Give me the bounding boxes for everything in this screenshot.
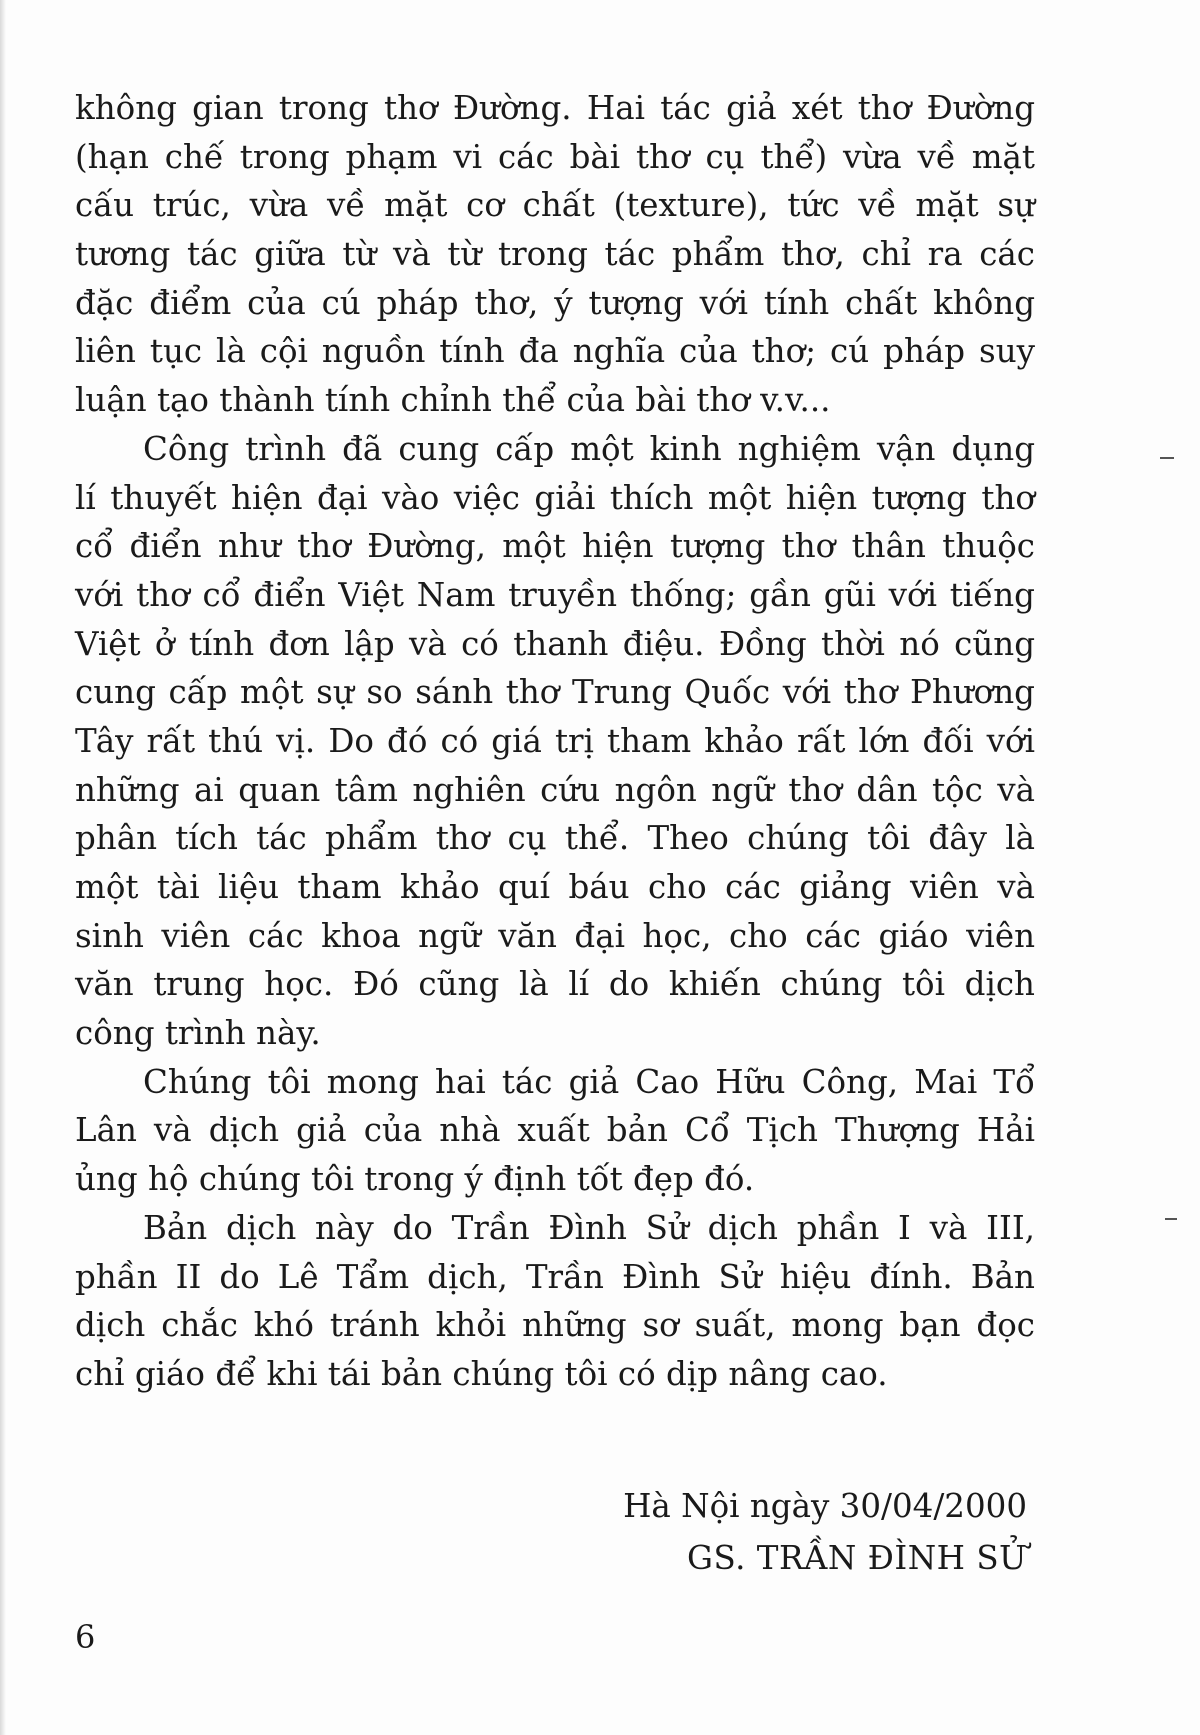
text-line: ủng hộ chúng tôi trong ý định tốt đẹp đó. xyxy=(75,1160,755,1199)
paragraph xyxy=(75,84,1035,425)
text-line: tương tác giữa từ và từ trong tác phẩm thơ, chỉ ra các xyxy=(75,235,1035,274)
text-line: không gian trong thơ Đường. Hai tác giả xét thơ Đường xyxy=(75,89,1035,127)
text-line: với thơ cổ điển Việt Nam truyền thống; gần gũi với tiếng xyxy=(75,575,1035,614)
text-line: Chúng tôi mong hai tác giả Cao Hữu Công, Mai Tổ xyxy=(143,1062,1035,1101)
text-line: Lân và dịch giả của nhà xuất bản Cổ Tịch Thượng Hải xyxy=(75,1111,1035,1150)
page-number: 6 xyxy=(75,1618,96,1656)
text-line: liên tục là cội nguồn tính đa nghĩa của thơ; cú pháp suy xyxy=(75,332,1035,371)
margin-tick-mark xyxy=(1160,457,1174,459)
text-line: dịch chắc khó tránh khỏi những sơ suất, mong bạn đọc xyxy=(75,1306,1035,1345)
body-text xyxy=(75,84,1035,1399)
signature-name: GS. TRẦN ĐÌNH SỬ xyxy=(687,1539,1027,1577)
text-line: công trình này. xyxy=(75,1014,321,1053)
text-line: (hạn chế trong phạm vi các bài thơ cụ thể) vừa về mặt xyxy=(75,137,1035,176)
text-line: cấu trúc, vừa về mặt cơ chất (texture), tức về mặt sự xyxy=(75,186,1035,225)
paragraph xyxy=(75,1058,1035,1204)
text-line: luận tạo thành tính chỉnh thể của bài thơ v.v... xyxy=(75,381,831,420)
text-line: chỉ giáo để khi tái bản chúng tôi có dịp nâng cao. xyxy=(75,1354,888,1393)
text-line: phân tích tác phẩm thơ cụ thể. Theo chúng tôi đây là xyxy=(75,819,1035,858)
text-line: cổ điển như thơ Đường, một hiện tượng thơ thân thuộc xyxy=(75,527,1035,566)
signature-block xyxy=(623,1480,1027,1584)
paragraph xyxy=(75,425,1035,1058)
text-line: sinh viên các khoa ngữ văn đại học, cho các giáo viên xyxy=(75,916,1035,955)
scan-edge-shadow xyxy=(0,0,6,1735)
text-line: phần II do Lê Tẩm dịch, Trần Đình Sử hiệu đính. Bản xyxy=(75,1257,1035,1296)
signature-place-date: Hà Nội ngày 30/04/2000 xyxy=(623,1487,1027,1525)
text-line: văn trung học. Đó cũng là lí do khiến chúng tôi dịch xyxy=(75,965,1035,1004)
text-line: Bản dịch này do Trần Đình Sử dịch phần I và III, xyxy=(143,1208,1035,1247)
text-line: lí thuyết hiện đại vào việc giải thích một hiện tượng thơ xyxy=(75,478,1035,517)
text-line: Tây rất thú vị. Do đó có giá trị tham khảo rất lớn đối với xyxy=(75,721,1035,760)
text-line: cung cấp một sự so sánh thơ Trung Quốc với thơ Phương xyxy=(75,673,1035,712)
text-line: một tài liệu tham khảo quí báu cho các giảng viên và xyxy=(75,868,1035,906)
margin-tick-mark xyxy=(1165,1218,1177,1220)
paragraph xyxy=(75,1204,1035,1399)
text-line: Công trình đã cung cấp một kinh nghiệm vận dụng xyxy=(143,429,1035,468)
text-line: những ai quan tâm nghiên cứu ngôn ngữ thơ dân tộc và xyxy=(75,770,1035,809)
text-line: Việt ở tính đơn lập và có thanh điệu. Đồng thời nó cũng xyxy=(75,624,1035,663)
text-line: đặc điểm của cú pháp thơ, ý tượng với tính chất không xyxy=(75,283,1035,322)
